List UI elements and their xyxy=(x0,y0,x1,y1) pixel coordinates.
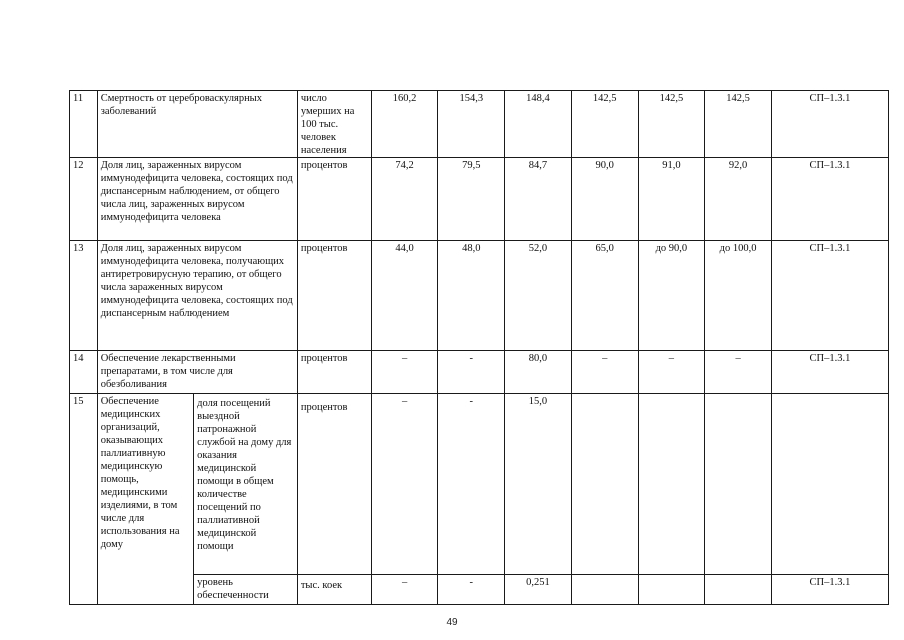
table-row xyxy=(70,351,889,394)
reference-cell: СП–1.3.1 xyxy=(771,351,888,394)
sub-indicator-name: уровень обеспеченности xyxy=(194,575,298,605)
value-cell: до 90,0 xyxy=(638,241,705,351)
value-cell: 154,3 xyxy=(438,91,505,158)
row-number: 15 xyxy=(70,394,98,605)
unit-cell: число умерших на 100 тыс. человек населения xyxy=(297,91,371,158)
table-row xyxy=(70,394,889,575)
value-cell: 0,251 xyxy=(505,575,572,605)
value-cell: 142,5 xyxy=(571,91,638,158)
value-cell: 90,0 xyxy=(571,158,638,241)
row-number: 11 xyxy=(70,91,98,158)
unit-cell: процентов xyxy=(297,158,371,241)
value-cell: - xyxy=(438,575,505,605)
value-cell: 79,5 xyxy=(438,158,505,241)
value-cell: 92,0 xyxy=(705,158,772,241)
value-cell: – xyxy=(638,351,705,394)
indicator-name: Смертность от цереброваскулярных заболеваний xyxy=(97,91,297,158)
value-cell xyxy=(571,394,638,575)
value-cell: 148,4 xyxy=(505,91,572,158)
value-cell: - xyxy=(438,351,505,394)
row-number: 13 xyxy=(70,241,98,351)
value-cell: 142,5 xyxy=(638,91,705,158)
sub-indicator-name: доля посещений выездной патронажной службой на дому для оказания медицинской помощи в общем количестве посещений по паллиативной медицинской помощи xyxy=(194,394,298,575)
indicator-name: Доля лиц, зараженных вирусом иммунодефицита человека, получающих антиретровирусную терапию, от общего числа зараженных вирусом иммунодефицита человека, состоящих под диспансерным наблюдением xyxy=(97,241,297,351)
value-cell xyxy=(705,394,772,575)
row-number: 14 xyxy=(70,351,98,394)
value-cell: 80,0 xyxy=(505,351,572,394)
unit-cell: тыс. коек xyxy=(297,575,371,605)
reference-cell: СП–1.3.1 xyxy=(771,158,888,241)
value-cell xyxy=(638,575,705,605)
value-cell: – xyxy=(571,351,638,394)
indicator-name: Обеспечение медицинских организаций, оказывающих паллиативную медицинскую помощь, медицинскими изделиями, в том числе для использования на дому xyxy=(97,394,193,605)
value-cell: - xyxy=(438,394,505,575)
table-row xyxy=(70,91,889,158)
table-row xyxy=(70,241,889,351)
value-cell: – xyxy=(705,351,772,394)
reference-cell: СП–1.3.1 xyxy=(771,241,888,351)
value-cell: 65,0 xyxy=(571,241,638,351)
value-cell: 84,7 xyxy=(505,158,572,241)
table-row xyxy=(70,158,889,241)
value-cell: – xyxy=(371,575,438,605)
value-cell: 52,0 xyxy=(505,241,572,351)
value-cell: 15,0 xyxy=(505,394,572,575)
value-cell: – xyxy=(371,394,438,575)
value-cell: 44,0 xyxy=(371,241,438,351)
value-cell xyxy=(638,394,705,575)
reference-cell: СП–1.3.1 xyxy=(771,91,888,158)
value-cell: 74,2 xyxy=(371,158,438,241)
value-cell xyxy=(705,575,772,605)
unit-cell: процентов xyxy=(297,351,371,394)
value-cell: 160,2 xyxy=(371,91,438,158)
indicators-table xyxy=(69,90,889,605)
row-number: 12 xyxy=(70,158,98,241)
reference-cell xyxy=(771,394,888,575)
unit-cell: процентов xyxy=(297,241,371,351)
indicator-name: Обеспечение лекарственными препаратами, в том числе для обезболивания xyxy=(97,351,297,394)
reference-cell: СП–1.3.1 xyxy=(771,575,888,605)
unit-cell: процентов xyxy=(297,394,371,575)
value-cell: 142,5 xyxy=(705,91,772,158)
value-cell: 48,0 xyxy=(438,241,505,351)
value-cell: – xyxy=(371,351,438,394)
indicator-name: Доля лиц, зараженных вирусом иммунодефицита человека, состоящих под диспансерным наблюдением, от общего числа лиц, зараженных вирусом иммунодефицита человека xyxy=(97,158,297,241)
page-number: 49 xyxy=(446,617,458,628)
value-cell xyxy=(571,575,638,605)
value-cell: до 100,0 xyxy=(705,241,772,351)
value-cell: 91,0 xyxy=(638,158,705,241)
